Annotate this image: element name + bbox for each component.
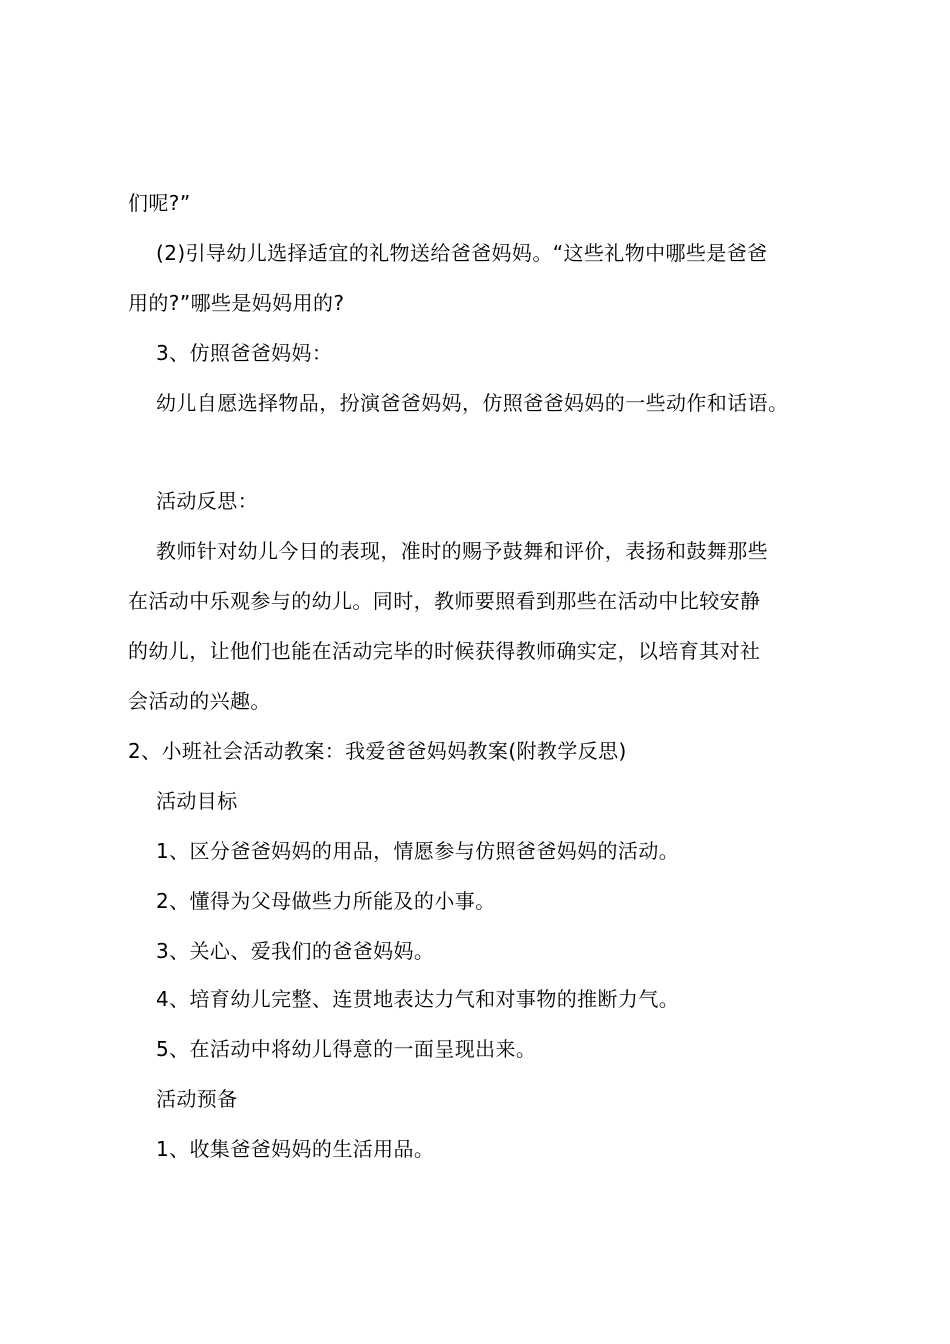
section-heading: 活动目标: [156, 789, 238, 813]
list-item: 3、关心、爱我们的爸爸妈妈。: [156, 939, 435, 963]
section-heading: 活动反思：: [156, 489, 258, 513]
list-item: 1、区分爸爸妈妈的用品，情愿参与仿照爸爸妈妈的活动。: [156, 839, 680, 863]
paragraph-line: 用的?”哪些是妈妈用的?: [128, 291, 345, 315]
list-item: 5、在活动中将幼儿得意的一面呈现出来。: [156, 1037, 537, 1061]
paragraph-line: 教师针对幼儿今日的表现，准时的赐予鼓舞和评价，表扬和鼓舞那些: [156, 539, 768, 563]
paragraph-line: 在活动中乐观参与的幼儿。同时，教师要照看到那些在活动中比较安静: [128, 589, 761, 613]
list-item: 4、培育幼儿完整、连贯地表达力气和对事物的推断力气。: [156, 987, 680, 1011]
paragraph-line: (2)引导幼儿选择适宜的礼物送给爸爸妈妈。“这些礼物中哪些是爸爸: [156, 241, 768, 265]
paragraph-line: 幼儿自愿选择物品，扮演爸爸妈妈，仿照爸爸妈妈的一些动作和话语。: [156, 391, 789, 415]
document-title: 2、小班社会活动教案：我爱爸爸妈妈教案(附教学反思): [128, 739, 627, 763]
list-item: 2、懂得为父母做些力所能及的小事。: [156, 889, 496, 913]
section-heading: 活动预备: [156, 1087, 238, 1111]
paragraph-line: 会活动的兴趣。: [128, 689, 271, 713]
list-item: 1、收集爸爸妈妈的生活用品。: [156, 1137, 435, 1161]
paragraph-line: 们呢?”: [128, 191, 191, 215]
section-heading: 3、仿照爸爸妈妈：: [156, 341, 333, 365]
paragraph-line: 的幼儿，让他们也能在活动完毕的时候获得教师确实定，以培育其对社: [128, 639, 761, 663]
